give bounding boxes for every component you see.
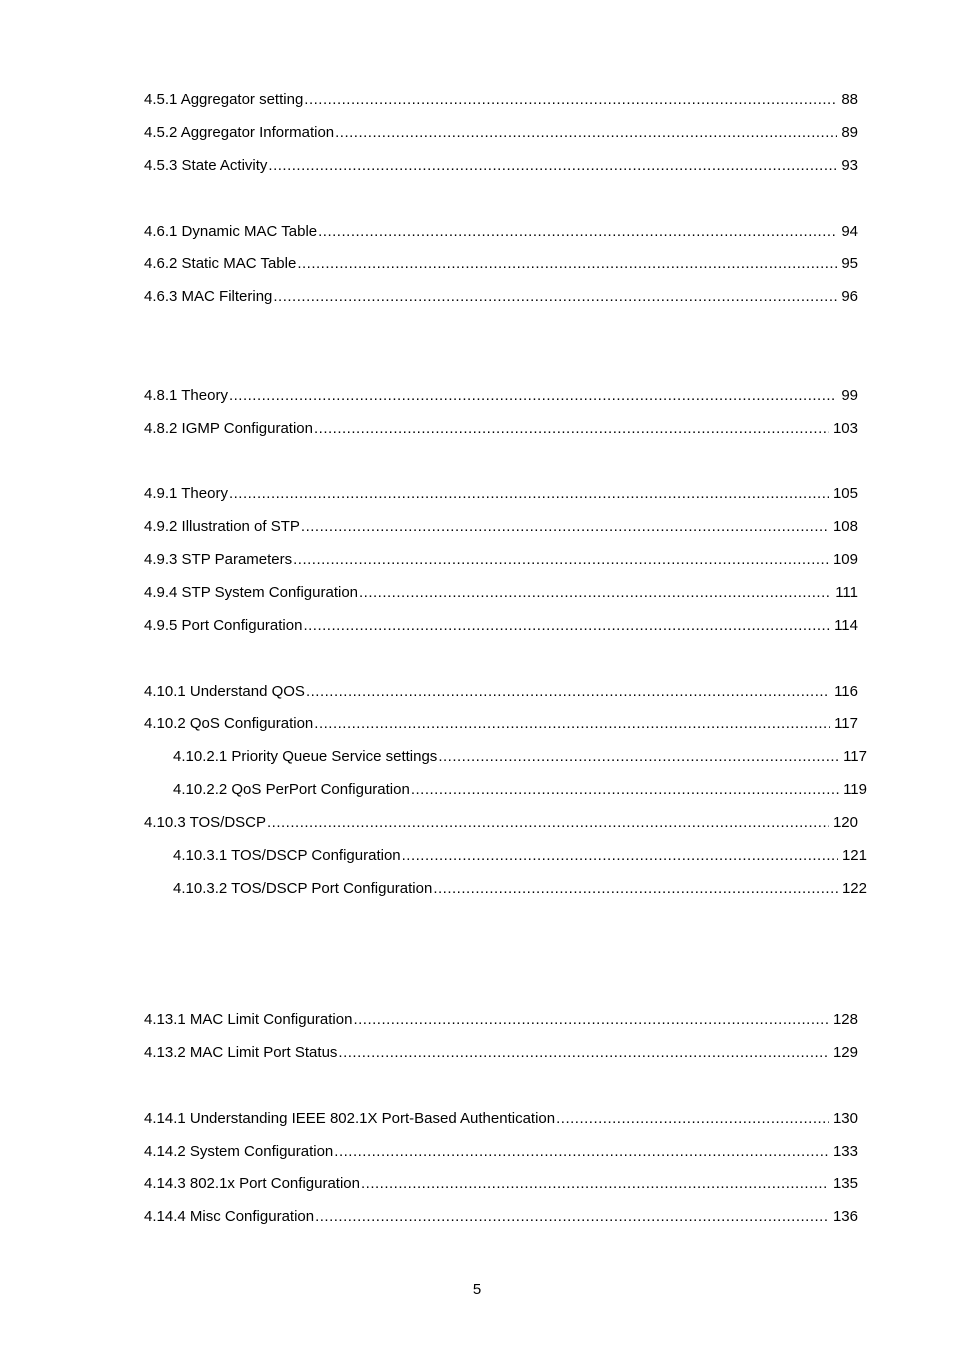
- toc-entry-page: 117: [834, 715, 858, 732]
- toc-entry-title: 4.14.3 802.1x Port Configuration: [144, 1175, 360, 1192]
- toc-entry-title: 4.9.1 Theory: [144, 485, 228, 502]
- toc-entry-title: 4.14.1 Understanding IEEE 802.1X Port-Based Authentication: [144, 1110, 556, 1127]
- toc-entry-4-10-2-1[interactable]: [173, 747, 867, 767]
- toc-entry-page: 95: [841, 255, 858, 272]
- toc-entry-title: 4.6.3 MAC Filtering: [144, 288, 273, 305]
- toc-dot-leader: [293, 550, 829, 570]
- toc-entry-page: 120: [832, 814, 858, 831]
- toc-entry-page: 88: [841, 91, 858, 108]
- toc-entry-4-5-3[interactable]: [144, 156, 858, 176]
- toc-entry-4-6-3[interactable]: [144, 287, 858, 307]
- toc-entry-page: 121: [841, 847, 867, 864]
- toc-entry-4-13-2[interactable]: [144, 1043, 858, 1063]
- toc-entry-page: 105: [832, 485, 858, 502]
- toc-entry-title: 4.8.2 IGMP Configuration: [144, 420, 313, 437]
- toc-entry-title: 4.10.3.1 TOS/DSCP Configuration: [173, 847, 401, 864]
- toc-dot-leader: [229, 484, 829, 504]
- toc-entry-4-10-3-2[interactable]: [173, 879, 867, 899]
- toc-entry-4-9-2[interactable]: [144, 517, 858, 537]
- toc-dot-leader: [304, 90, 837, 110]
- toc-entry-title: 4.6.1 Dynamic MAC Table: [144, 223, 318, 240]
- toc-entry-4-10-2-2[interactable]: [173, 780, 867, 800]
- toc-dot-leader: [335, 123, 837, 143]
- toc-entry-page: 94: [841, 223, 858, 240]
- toc-dot-leader: [411, 780, 839, 800]
- toc-dot-leader: [556, 1109, 829, 1129]
- toc-entry-page: 111: [835, 584, 858, 601]
- toc-entry-page: 117: [843, 748, 867, 765]
- toc-entry-title: 4.5.2 Aggregator Information: [144, 124, 335, 141]
- toc-entry-4-5-2[interactable]: [144, 123, 858, 143]
- toc-entry-title: 4.10.2 QoS Configuration: [144, 715, 314, 732]
- toc-dot-leader: [359, 583, 831, 603]
- toc-entry-4-10-2[interactable]: [144, 714, 858, 734]
- toc-entry-title: 4.10.1 Understand QOS: [144, 683, 305, 700]
- toc-entry-title: 4.13.1 MAC Limit Configuration: [144, 1011, 353, 1028]
- toc-entry-4-9-4[interactable]: [144, 583, 858, 603]
- toc-entry-4-10-1[interactable]: [144, 682, 858, 702]
- toc-entry-4-14-2[interactable]: [144, 1142, 858, 1162]
- toc-entry-4-6-1[interactable]: [144, 222, 858, 242]
- toc-entry-page: 135: [832, 1175, 858, 1192]
- toc-dot-leader: [353, 1010, 829, 1030]
- toc-entry-title: 4.8.1 Theory: [144, 387, 228, 404]
- toc-entry-title: 4.13.2 MAC Limit Port Status: [144, 1044, 338, 1061]
- toc-entry-4-6-2[interactable]: [144, 254, 858, 274]
- toc-dot-leader: [338, 1043, 829, 1063]
- toc-dot-leader: [314, 714, 830, 734]
- toc-entry-title: 4.10.2.1 Priority Queue Service settings: [173, 748, 438, 765]
- toc-entry-page: 130: [832, 1110, 858, 1127]
- toc-entry-4-10-3[interactable]: [144, 813, 858, 833]
- toc-entry-4-14-3[interactable]: [144, 1174, 858, 1194]
- toc-dot-leader: [438, 747, 839, 767]
- toc-dot-leader: [229, 386, 837, 406]
- toc-dot-leader: [303, 616, 830, 636]
- toc-entry-title: 4.9.3 STP Parameters: [144, 551, 293, 568]
- toc-dot-leader: [268, 156, 837, 176]
- toc-entry-title: 4.9.4 STP System Configuration: [144, 584, 358, 601]
- toc-entry-title: 4.10.2.2 QoS PerPort Configuration: [173, 781, 410, 798]
- toc-entry-page: 103: [832, 420, 858, 437]
- toc-dot-leader: [402, 846, 838, 866]
- toc-entry-title: 4.6.2 Static MAC Table: [144, 255, 297, 272]
- toc-entry-page: 99: [841, 387, 858, 404]
- toc-dot-leader: [267, 813, 829, 833]
- toc-entry-title: 4.10.3.2 TOS/DSCP Port Configuration: [173, 880, 433, 897]
- toc-entry-4-8-2[interactable]: [144, 419, 858, 439]
- page-number: 5: [472, 1281, 482, 1298]
- toc-dot-leader: [334, 1142, 829, 1162]
- toc-entry-4-14-1[interactable]: [144, 1109, 858, 1129]
- toc-entry-page: 114: [834, 617, 858, 634]
- toc-entry-page: 133: [832, 1143, 858, 1160]
- toc-entry-page: 108: [832, 518, 858, 535]
- toc-entry-page: 116: [834, 683, 858, 700]
- toc-entry-page: 122: [841, 880, 867, 897]
- toc-entry-title: 4.10.3 TOS/DSCP: [144, 814, 267, 831]
- toc-entry-page: 129: [832, 1044, 858, 1061]
- toc-dot-leader: [301, 517, 829, 537]
- toc-entry-page: 93: [841, 157, 858, 174]
- toc-entry-title: 4.5.1 Aggregator setting: [144, 91, 304, 108]
- toc-dot-leader: [433, 879, 838, 899]
- toc-entry-title: 4.14.4 Misc Configuration: [144, 1208, 315, 1225]
- toc-entry-title: 4.14.2 System Configuration: [144, 1143, 334, 1160]
- toc-dot-leader: [306, 682, 830, 702]
- toc-entry-page: 128: [832, 1011, 858, 1028]
- toc-entry-page: 89: [841, 124, 858, 141]
- toc-entry-4-13-1[interactable]: [144, 1010, 858, 1030]
- toc-entry-4-9-5[interactable]: [144, 616, 858, 636]
- toc-dot-leader: [273, 287, 837, 307]
- toc-entry-page: 119: [843, 781, 867, 798]
- toc-dot-leader: [318, 222, 837, 242]
- toc-entry-4-8-1[interactable]: [144, 386, 858, 406]
- toc-dot-leader: [361, 1174, 829, 1194]
- toc-entry-4-10-3-1[interactable]: [173, 846, 867, 866]
- toc-dot-leader: [314, 419, 829, 439]
- toc-entry-title: 4.5.3 State Activity: [144, 157, 268, 174]
- toc-entry-page: 109: [832, 551, 858, 568]
- toc-entry-page: 136: [832, 1208, 858, 1225]
- toc-dot-leader: [315, 1207, 829, 1227]
- toc-entry-4-9-1[interactable]: [144, 484, 858, 504]
- toc-entry-4-9-3[interactable]: [144, 550, 858, 570]
- toc-dot-leader: [297, 254, 837, 274]
- toc-entry-4-14-4[interactable]: [144, 1207, 858, 1227]
- toc-entry-title: 4.9.5 Port Configuration: [144, 617, 303, 634]
- toc-entry-title: 4.9.2 Illustration of STP: [144, 518, 300, 535]
- toc-entry-page: 96: [841, 288, 858, 305]
- toc-entry-4-5-1[interactable]: [144, 90, 858, 110]
